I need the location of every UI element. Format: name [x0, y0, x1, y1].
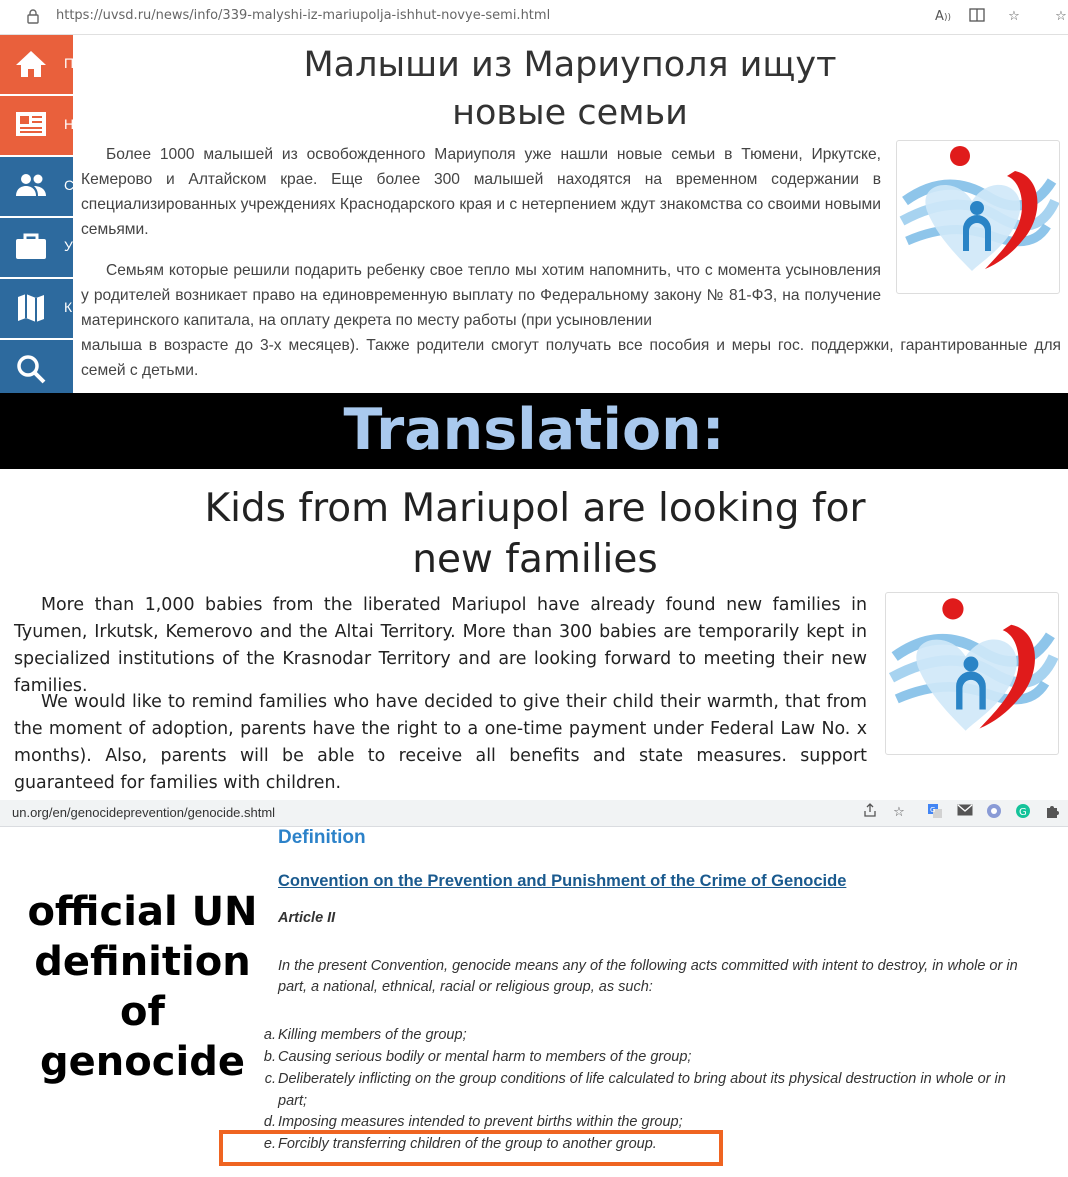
mail-icon[interactable] — [955, 803, 975, 823]
list-letter: b. — [263, 1049, 276, 1065]
list-text: Killing members of the group; — [278, 1027, 467, 1043]
article-intro: In the present Convention, genocide means any of the following acts committed with intent to destroy, in whole or in part, a national, ethnical, racial or religious group, as such: — [278, 958, 1018, 995]
un-address-bar[interactable] — [0, 800, 1068, 827]
list-text: Deliberately inflicting on the group conditions of life calculated to bring about its physical destruction in whole or in part; — [278, 1071, 1006, 1109]
sidebar-services-label: У — [64, 238, 73, 254]
home-icon — [14, 48, 48, 80]
ru-title-line-1: Малыши из Мариуполя ищут — [303, 45, 837, 85]
news-icon — [14, 109, 48, 139]
read-aloud-icon[interactable]: A)) — [935, 9, 951, 24]
top-address-bar[interactable] — [0, 0, 1068, 35]
search-icon — [14, 353, 48, 385]
ru-article-logo — [896, 140, 1060, 294]
favorites-icon[interactable]: ☆ — [1055, 9, 1067, 24]
un-definition-heading: Definition — [278, 827, 366, 848]
translation-banner-text: Translation: — [343, 397, 725, 463]
list-letter: d. — [263, 1114, 276, 1130]
ru-paragraph-1: Более 1000 малышей из освобожденного Мариуполя уже нашли новые семьи в Тюмени, Иркутске, Кемерово и Алтайском крае. Еще более 300 малышей находятся на временном содержании в специализированных учреждениях Краснодарского края и с нетерпением ждут знакомства со своими новыми семьями. — [81, 146, 881, 238]
extension-icon[interactable] — [984, 803, 1004, 823]
list-letter: a. — [263, 1027, 276, 1043]
english-translation — [0, 469, 1068, 799]
ru-article-title — [240, 41, 900, 137]
lock-icon[interactable] — [26, 8, 40, 24]
list-letter: c. — [264, 1071, 276, 1087]
sidebar-map-button[interactable] — [0, 279, 73, 338]
list-text: Imposing measures intended to prevent births within the group; — [278, 1114, 683, 1130]
un-caption-line-3: of genocide — [40, 989, 245, 1085]
sidebar-search-button[interactable] — [0, 340, 73, 393]
map-icon — [14, 292, 48, 324]
sidebar-home-button[interactable] — [0, 35, 73, 94]
en-article-title — [190, 483, 880, 585]
highlight-box — [219, 1130, 723, 1166]
bookmark-star-icon[interactable]: ☆ — [893, 805, 905, 820]
un-caption-line-1: official UN — [27, 889, 258, 935]
sidebar-home-label: П — [64, 55, 75, 71]
translate-icon[interactable] — [925, 803, 945, 823]
ru-paragraph-2a: Семьям которые решили подарить ребенку свое тепло мы хотим напомнить, что с момента усыновления у родителей возникает право на единовременную выплату по Федеральному закону № 81-ФЗ, на получение материнского капитала, на оплату декрета по месту работы (при усыновлении — [81, 262, 881, 329]
immersive-reader-icon[interactable] — [966, 6, 988, 28]
article-heading: Article II — [278, 910, 336, 926]
briefcase-icon — [14, 231, 48, 261]
en-paragraph-2: We would like to remind families who have decided to give their child their warmth, that from the moment of adoption, parents have the right to a one-time payment under Federal Law No. x months). Also, parents will be able to receive all benefits and state measures. support guaranteed for families with children. — [14, 692, 867, 793]
puzzle-icon[interactable] — [1042, 803, 1062, 823]
top-url-text[interactable]: https://uvsd.ru/news/info/339-malyshi-iz-mariupolja-ishhut-novye-semi.html — [56, 8, 551, 23]
un-side-caption — [20, 887, 265, 1087]
un-caption-line-2: definition — [34, 939, 251, 985]
en-title-line-2: new families — [412, 537, 658, 582]
un-url-text[interactable]: un.org/en/genocideprevention/genocide.shtml — [12, 805, 276, 820]
favorite-add-icon[interactable]: ☆ — [1008, 9, 1020, 24]
sidebar-people-button[interactable] — [0, 157, 73, 216]
list-text: Forcibly transferring children of the group to another group. — [278, 1136, 657, 1152]
sidebar-news-button[interactable] — [0, 96, 73, 155]
sidebar-news-label: Н — [64, 116, 75, 132]
sidebar-people-label: С — [64, 177, 75, 193]
en-title-line-1: Kids from Mariupol are looking for — [204, 486, 866, 531]
russian-article — [0, 35, 1068, 393]
svg-text:G: G — [1019, 807, 1027, 818]
convention-link[interactable]: Convention on the Prevention and Punishment of the Crime of Genocide — [278, 872, 847, 890]
en-paragraph-1: More than 1,000 babies from the liberated Mariupol have already found new families in Tyumen, Irkutsk, Kemerovo and the Altai Territory. More than 300 babies are temporarily kept in specialized institutions of the Krasnodar Territory and are looking forward to meeting their new families. — [14, 595, 867, 696]
sidebar-map-label: К — [64, 299, 73, 315]
list-text: Causing serious bodily or mental harm to members of the group; — [278, 1049, 692, 1065]
svg-text:G: G — [930, 806, 936, 814]
sidebar-services-button[interactable] — [0, 218, 73, 277]
en-article-logo — [885, 592, 1059, 755]
list-letter: e. — [263, 1136, 276, 1152]
ru-paragraph-2b: малыша в возрасте до 3-х месяцев). Также родители смогут получать все пособия и меры гос. поддержки, гарантированные для семей с детьми. — [81, 337, 1061, 379]
grammarly-icon[interactable] — [1013, 803, 1033, 823]
translation-banner — [0, 393, 1068, 469]
ru-title-line-2: новые семьи — [452, 93, 688, 133]
people-icon — [14, 170, 48, 200]
un-genocide-page — [0, 827, 1068, 1177]
site-sidebar — [0, 35, 73, 393]
share-icon[interactable] — [860, 803, 880, 823]
